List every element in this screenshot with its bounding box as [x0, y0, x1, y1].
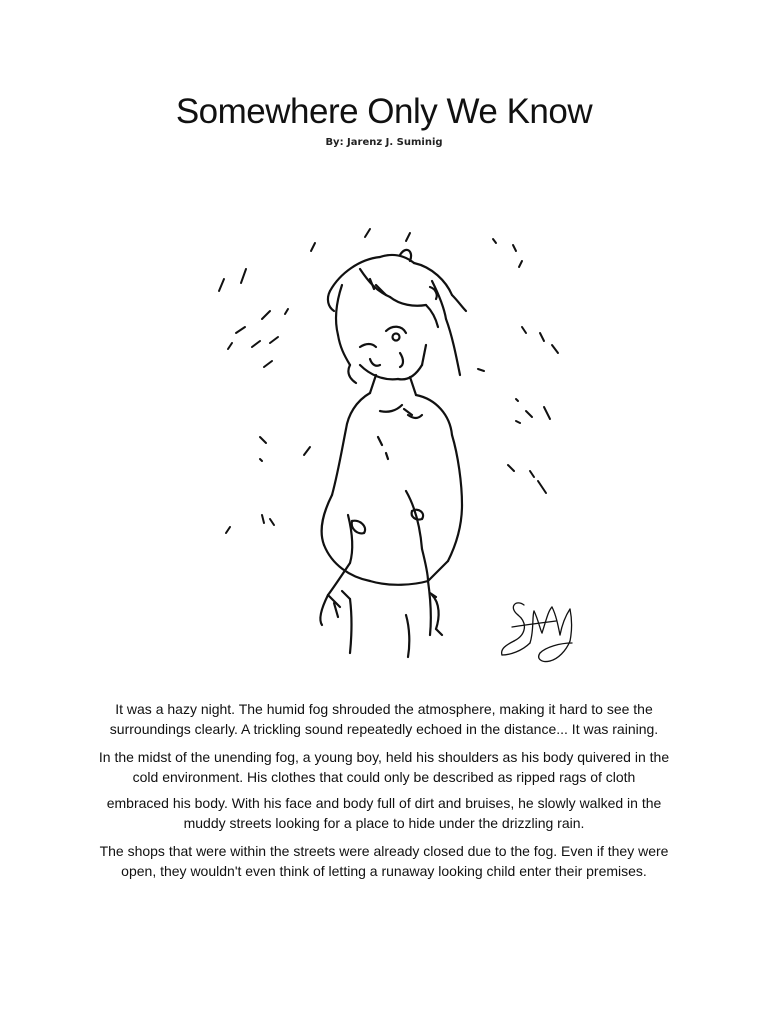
story-text — [88, 699, 680, 889]
illustration — [200, 215, 590, 665]
boy-face-icon — [360, 327, 426, 380]
boy-body-icon — [320, 375, 462, 657]
author-byline: By: Jarenz J. Suminig — [325, 137, 443, 148]
document-title: Somewhere Only We Know — [175, 92, 593, 131]
sketch-boy-in-rain-icon — [200, 215, 590, 665]
story-paragraph: In the midst of the unending fog, a young boy, held his shoulders as his body quivered in the cold environment. His clothes that could only be described as ripped rags of cloth — [98, 749, 670, 785]
rain-streaks-icon — [219, 229, 558, 533]
story-paragraph: The shops that were within the streets were already closed due to the fog. Even if they were open, they wouldn't even think of letting a runaway looking child enter their premises. — [99, 843, 669, 879]
artist-signature-icon — [502, 603, 572, 662]
boy-hair-icon — [328, 250, 466, 383]
story-paragraph: It was a hazy night. The humid fog shrouded the atmosphere, making it hard to see the surroundings clearly. A trickling sound repeatedly echoed in the distance... It was raining. — [109, 701, 659, 737]
story-paragraph: embraced his body. With his face and body full of dirt and bruises, he slowly walked in the muddy streets looking for a place to hide under the drizzling rain. — [106, 795, 662, 831]
